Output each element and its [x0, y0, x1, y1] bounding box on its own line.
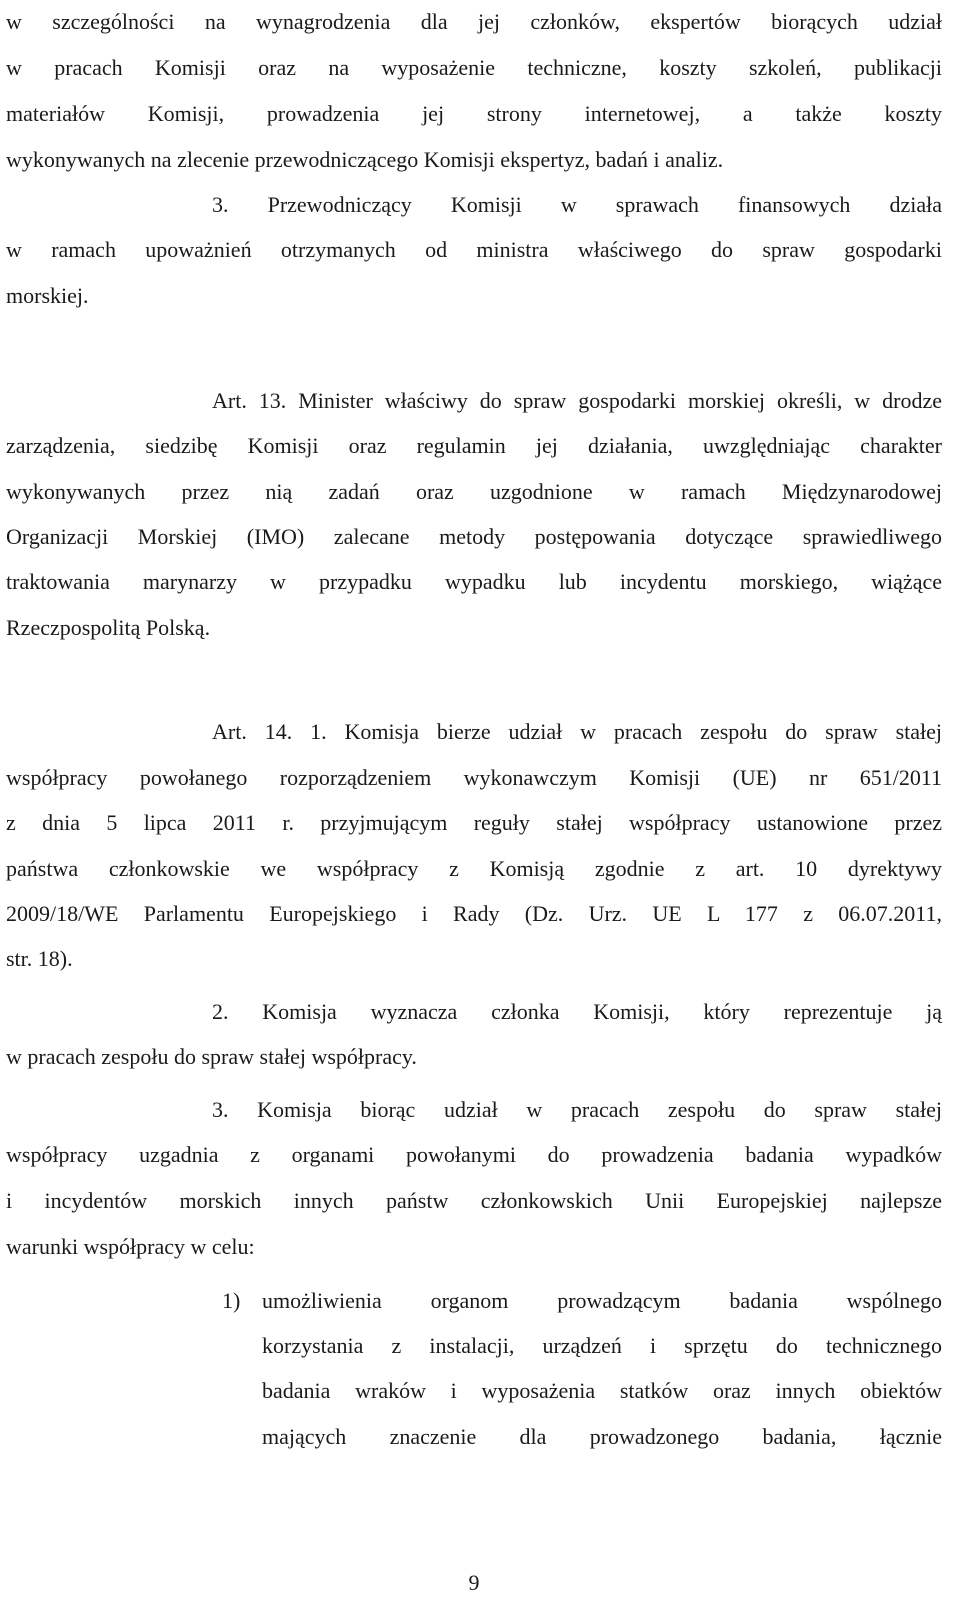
- text-line: 2. Komisja wyznacza członka Komisji, który reprezentuje ją: [212, 999, 942, 1024]
- list-item-line: umożliwienia organom prowadzącym badania wspólnego: [262, 1288, 942, 1313]
- text-line: współpracy uzgadnia z organami powołanymi do prowadzenia badania wypadków: [6, 1142, 942, 1167]
- text-line: 3. Komisja biorąc udział w pracach zespołu do spraw stałej: [212, 1097, 942, 1122]
- page-number: 9: [468, 1570, 480, 1595]
- list-item-line: badania wraków i wyposażenia statków oraz innych obiektów: [262, 1378, 942, 1403]
- text-line: 3. Przewodniczący Komisji w sprawach finansowych działa: [212, 192, 942, 217]
- text-line: Organizacji Morskiej (IMO) zalecane metody postępowania dotyczące sprawiedliwego: [6, 524, 942, 549]
- text-line: wykonywanych na zlecenie przewodniczącego Komisji ekspertyz, badań i analiz.: [6, 147, 724, 172]
- text-line: w pracach Komisji oraz na wyposażenie techniczne, koszty szkoleń, publikacji: [6, 55, 942, 80]
- text-line: warunki współpracy w celu:: [6, 1234, 255, 1259]
- text-line: morskiej.: [6, 283, 89, 308]
- text-line: zarządzenia, siedzibę Komisji oraz regulamin jej działania, uwzględniając charakter: [6, 433, 942, 458]
- text-line: str. 18).: [6, 946, 73, 971]
- text-line: z dnia 5 lipca 2011 r. przyjmującym reguły stałej współpracy ustanowione przez: [6, 810, 942, 835]
- text-line: w szczególności na wynagrodzenia dla jej członków, ekspertów biorących udział: [6, 9, 942, 34]
- text-line: traktowania marynarzy w przypadku wypadku lub incydentu morskiego, wiążące: [6, 569, 942, 594]
- text-line: współpracy powołanego rozporządzeniem wykonawczym Komisji (UE) nr 651/2011: [6, 765, 942, 790]
- list-marker: 1): [222, 1288, 241, 1313]
- text-line: 2009/18/WE Parlamentu Europejskiego i Rady (Dz. Urz. UE L 177 z 06.07.2011,: [6, 901, 942, 926]
- text-line: wykonywanych przez nią zadań oraz uzgodnione w ramach Międzynarodowej: [6, 479, 942, 504]
- text-line: w pracach zespołu do spraw stałej współpracy.: [6, 1044, 417, 1069]
- article-heading-line: Art. 14. 1. Komisja bierze udział w pracach zespołu do spraw stałej: [212, 719, 942, 744]
- text-line: państwa członkowskie we współpracy z Komisją zgodnie z art. 10 dyrektywy: [6, 856, 942, 881]
- text-line: i incydentów morskich innych państw członkowskich Unii Europejskiej najlepsze: [6, 1188, 942, 1213]
- text-line: materiałów Komisji, prowadzenia jej strony internetowej, a także koszty: [6, 101, 942, 126]
- list-item-line: mających znaczenie dla prowadzonego badania, łącznie: [262, 1424, 942, 1449]
- article-heading-line: Art. 13. Minister właściwy do spraw gospodarki morskiej określi, w drodze: [212, 388, 942, 413]
- text-line: Rzeczpospolitą Polską.: [6, 615, 211, 640]
- list-item-line: korzystania z instalacji, urządzeń i sprzętu do technicznego: [262, 1333, 942, 1358]
- text-line: w ramach upoważnień otrzymanych od ministra właściwego do spraw gospodarki: [6, 237, 942, 262]
